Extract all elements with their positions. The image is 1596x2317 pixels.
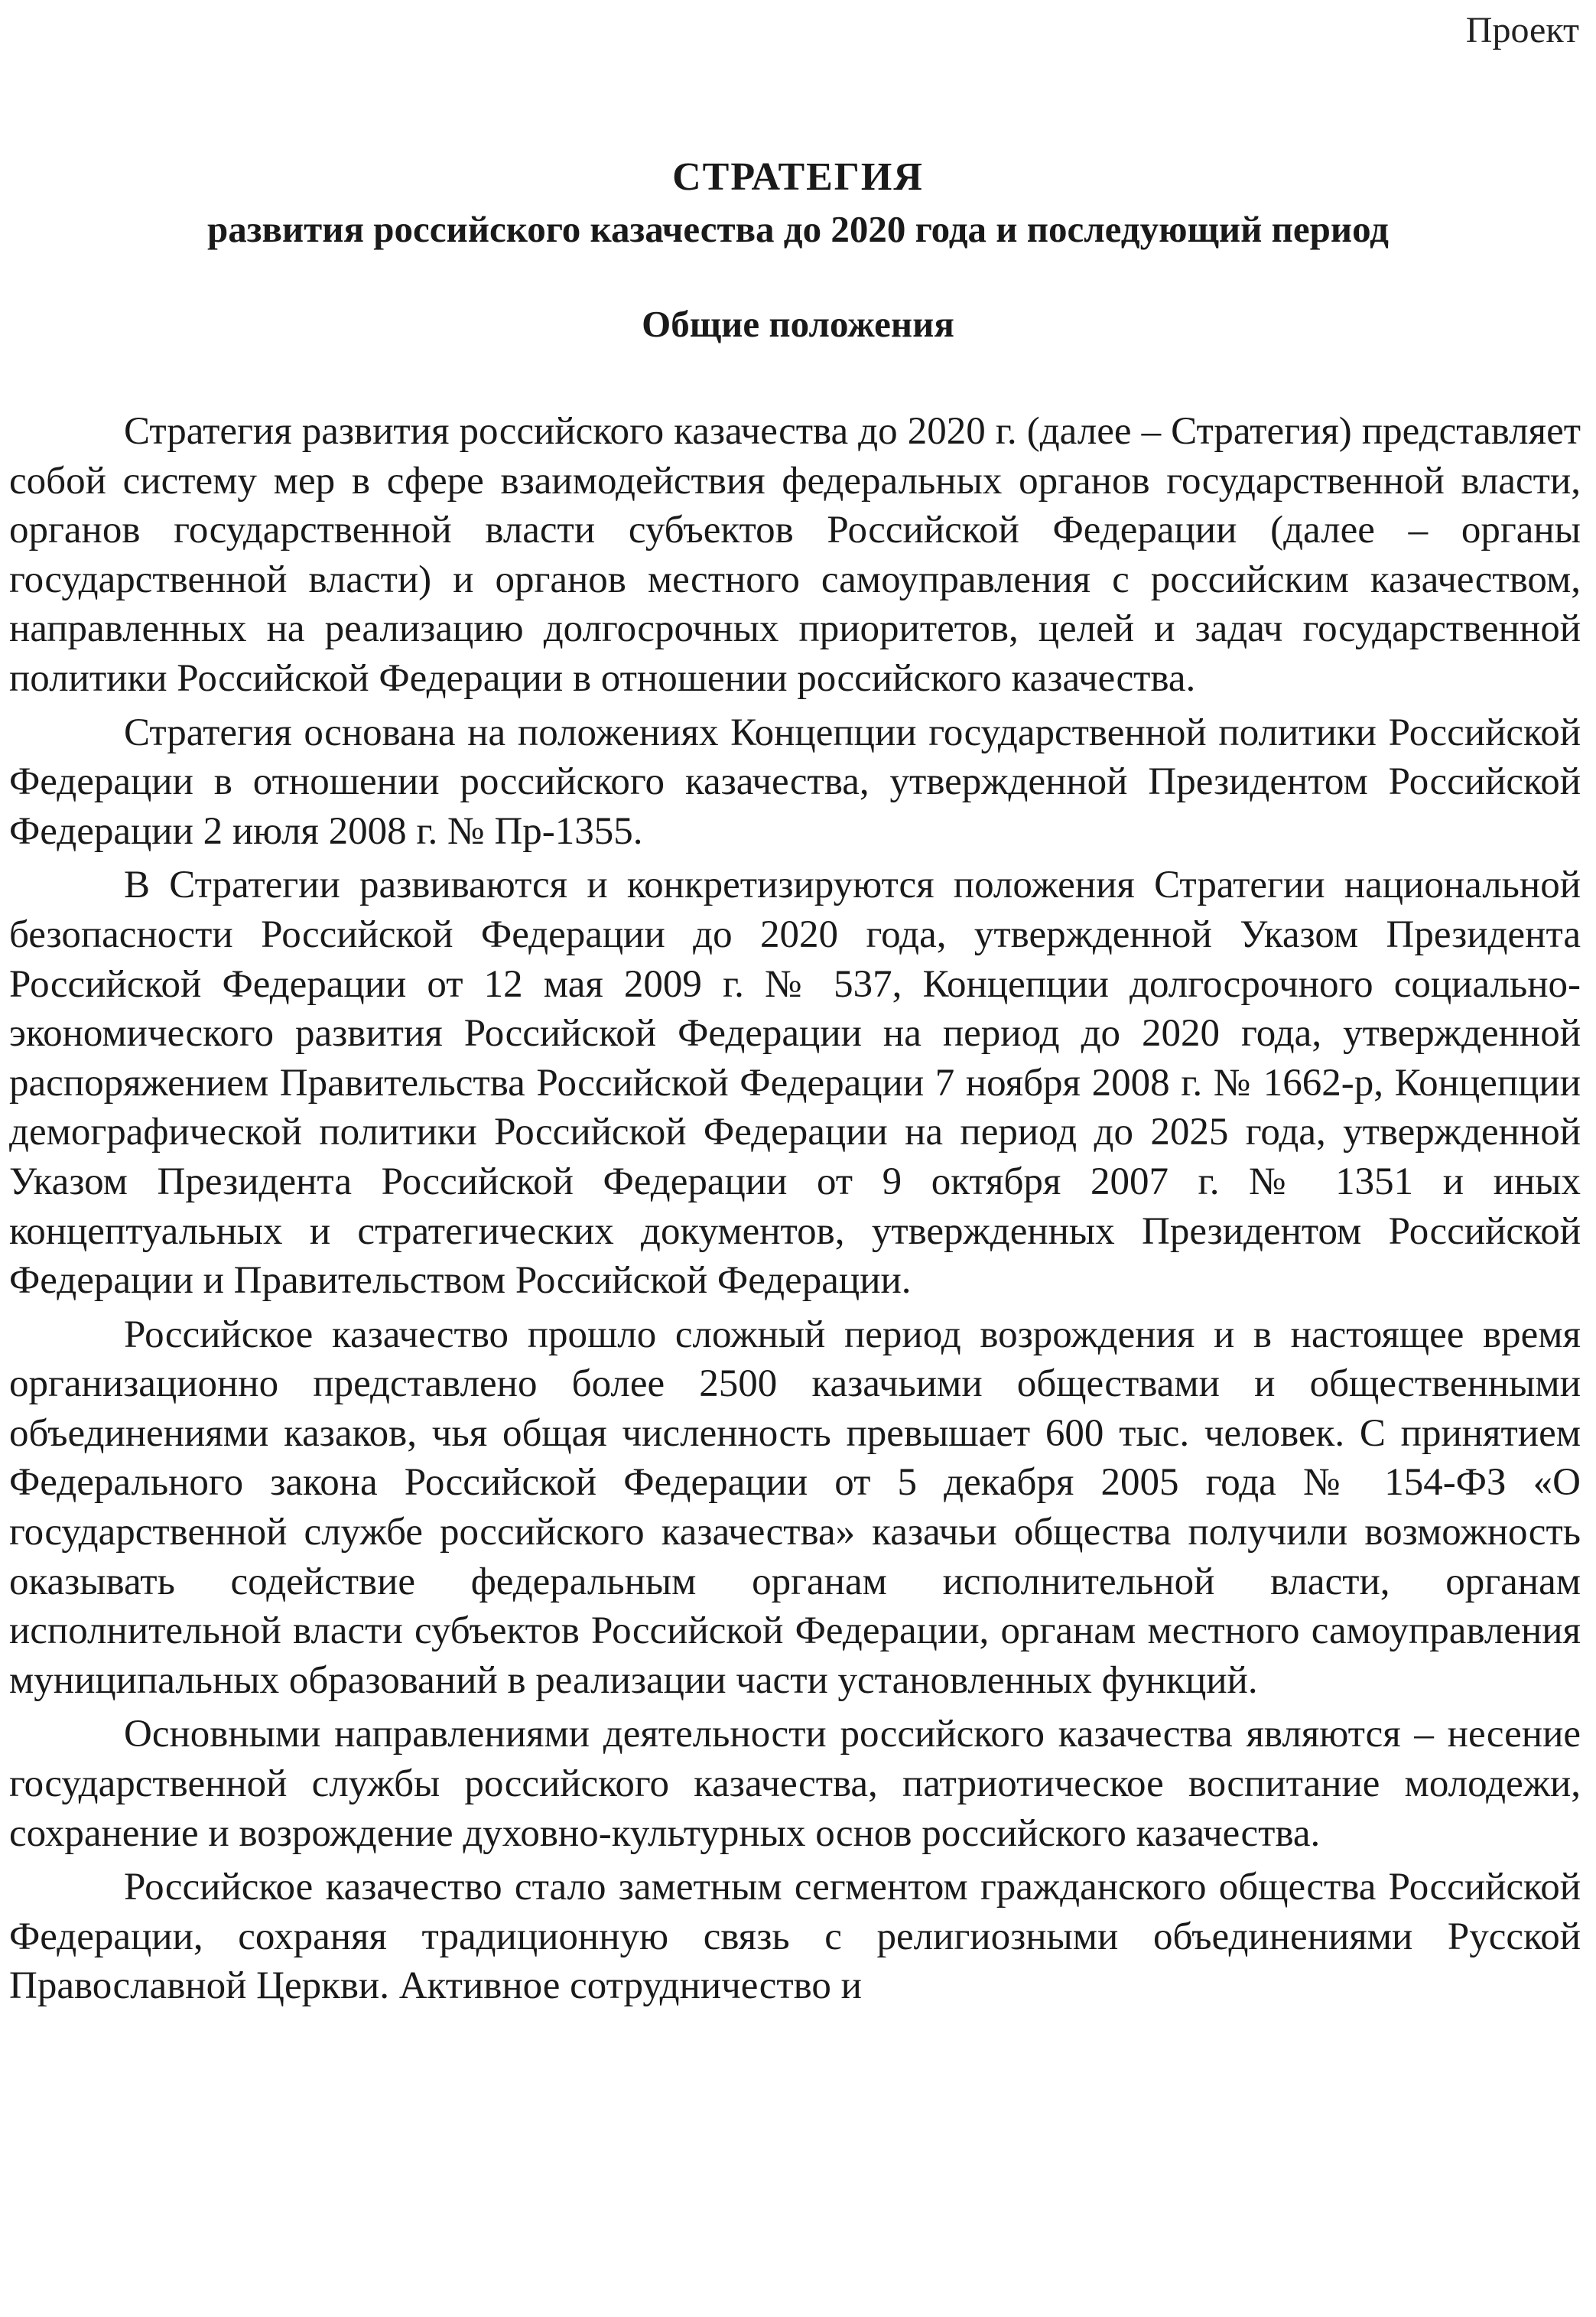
paragraph-6: Российское казачество стало заметным сегментом гражданского общества Российской Федерации, сохраняя традиционную связь с религиозными объединениями Русской Православной Церкви. Активное сотрудничество и: [9, 1866, 1581, 2008]
document-subtitle: развития российского казачества до 2020 года и последующий период: [207, 208, 1389, 250]
body-text: [9, 407, 1581, 2016]
draft-stamp: Проект: [1465, 10, 1579, 50]
section-heading: Общие положения: [642, 303, 954, 345]
paragraph-1: Стратегия развития российского казачества до 2020 г. (далее – Стратегия) представляет собой систему мер в сфере взаимодействия федеральных органов государственной власти, органов государственной власти субъектов Российской Федерации (далее – органы государственной власти) и органов местного самоуправления с российским казачеством, направленных на реализацию долгосрочных приоритетов, целей и задач государственной политики Российской Федерации в отношении российского казачества.: [9, 410, 1581, 700]
paragraph-5: Основными направлениями деятельности российского казачества являются – несение государственной службы российского казачества, патриотическое воспитание молодежи, сохранение и возрождение духовно-культурных основ российского казачества.: [9, 1713, 1581, 1855]
paragraph-2: Стратегия основана на положениях Концепции государственной политики Российской Федерации в отношении российского казачества, утвержденной Президентом Российской Федерации 2 июля 2008 г. № Пр-1355.: [9, 711, 1581, 853]
document-title: СТРАТЕГИЯ: [672, 155, 924, 199]
paragraph-3: В Стратегии развиваются и конкретизируются положения Стратегии национальной безопасности Российской Федерации до 2020 года, утвержденной Указом Президента Российской Федерации от 12 мая 2009 г. № 537, Концепции долгосрочного социально-экономического развития Российской Федерации на период до 2020 года, утвержденной распоряжением Правительства Российской Федерации 7 ноября 2008 г. № 1662-р, Концепции демографической политики Российской Федерации на период до 2025 года, утвержденной Указом Президента Российской Федерации от 9 октября 2007 г. № 1351 и иных концептуальных и стратегических документов, утвержденных Президентом Российской Федерации и Правительством Российской Федерации.: [9, 864, 1581, 1303]
paragraph-4: Российское казачество прошло сложный период возрождения и в настоящее время организационно представлено более 2500 казачьими обществами и общественными объединениями казаков, чья общая численность превышает 600 тыс. человек. С принятием Федерального закона Российской Федерации от 5 декабря 2005 года № 154-ФЗ «О государственной службе российского казачества» казачьи общества получили возможность оказывать содействие федеральным органам исполнительной власти, органам исполнительной власти субъектов Российской Федерации, органам местного самоуправления муниципальных образований в реализации части установленных функций.: [9, 1313, 1581, 1702]
